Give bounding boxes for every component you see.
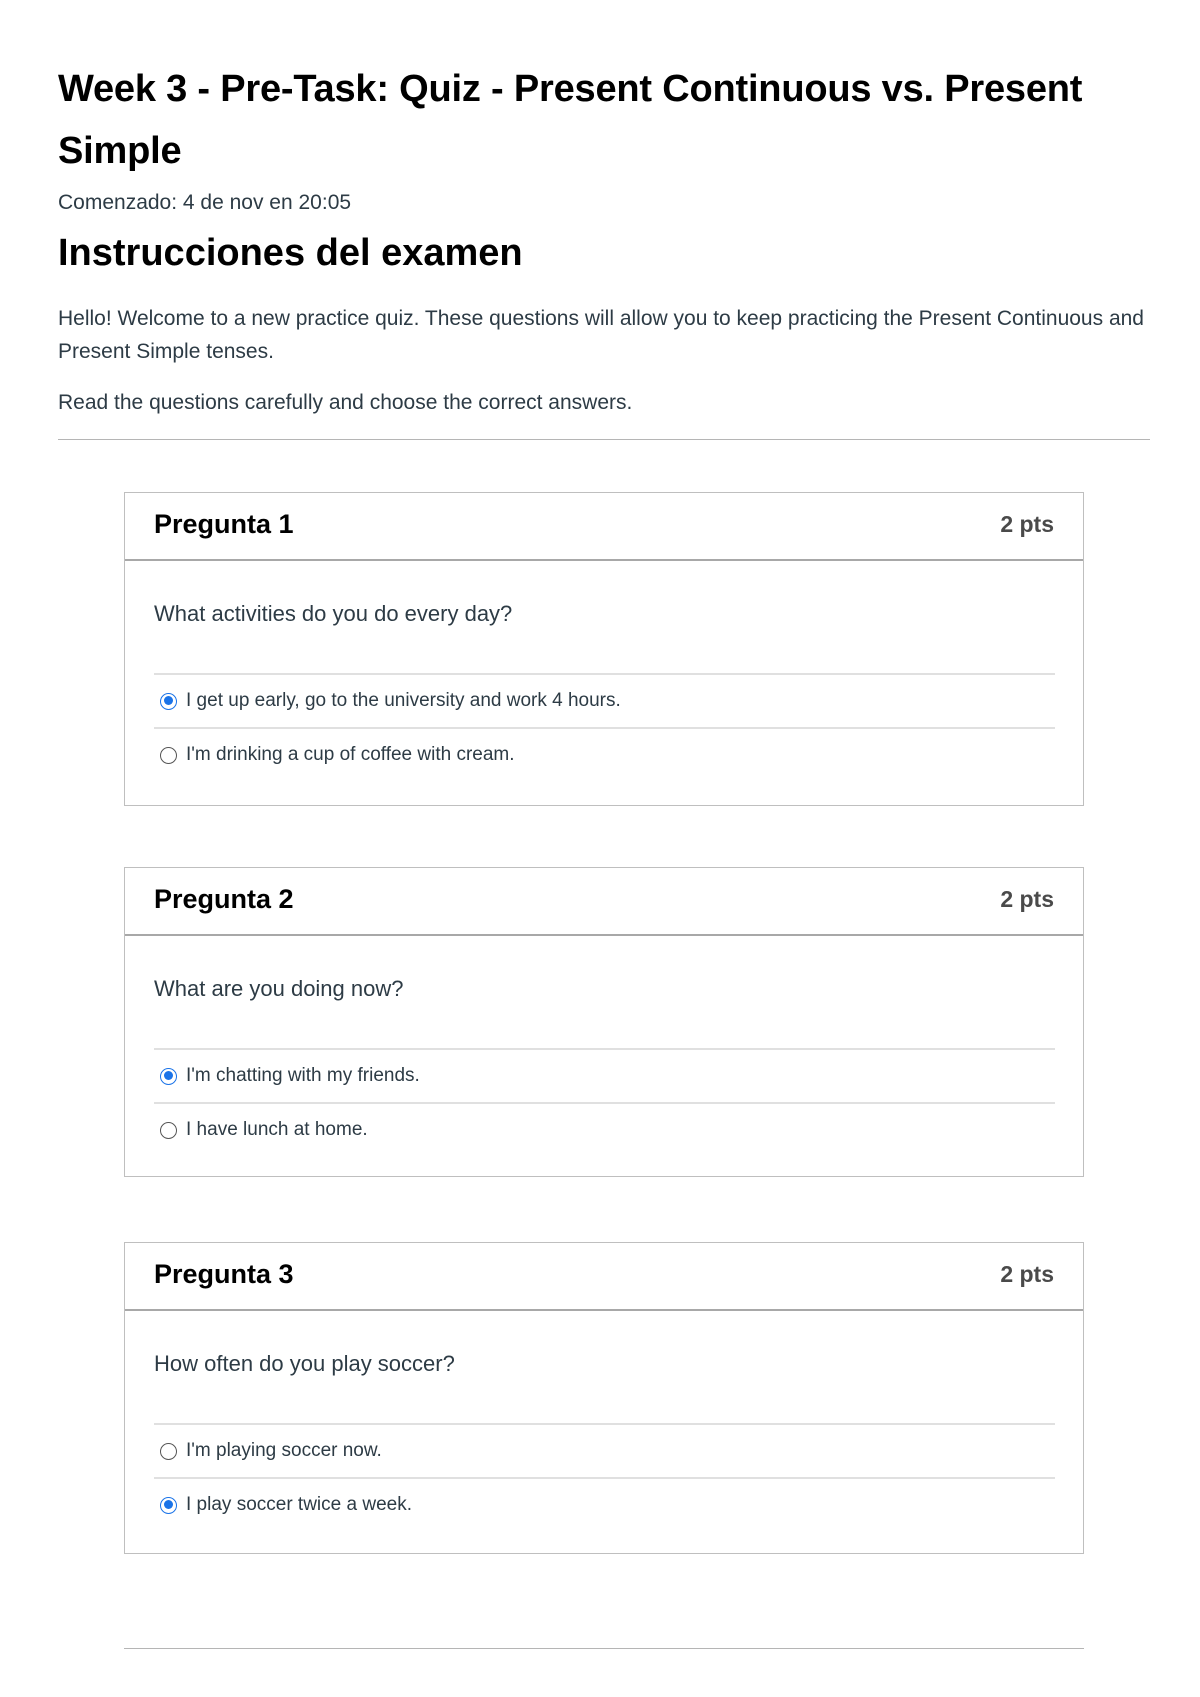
radio-button[interactable] [160,1122,177,1139]
answer-label[interactable]: I have lunch at home. [186,1119,368,1140]
question-text: How often do you play soccer? [154,1351,455,1376]
radio-button[interactable] [160,747,177,764]
answer-list [154,1423,1055,1553]
quiz-title: Week 3 - Pre-Task: Quiz - Present Continuous vs. Present Simple [58,68,1083,172]
answer-option[interactable] [154,729,1055,781]
started-timestamp: Comenzado: 4 de nov en 20:05 [58,191,352,214]
question-title: Pregunta 1 [154,509,294,539]
question-body [125,561,1083,805]
quiz-header [58,58,1150,440]
answer-option[interactable] [154,1479,1055,1531]
radio-button-selected[interactable] [160,1068,177,1085]
question-text: What activities do you do every day? [154,601,513,626]
instructions-paragraph-2: Read the questions carefully and choose the correct answers. [58,391,633,414]
radio-button-selected[interactable] [160,1497,177,1514]
question-text: What are you doing now? [154,976,404,1001]
answer-label[interactable]: I'm chatting with my friends. [186,1065,420,1086]
instructions-heading: Instrucciones del examen [58,232,523,274]
radio-button-selected[interactable] [160,693,177,710]
answer-label[interactable]: I'm drinking a cup of coffee with cream. [186,744,515,765]
answer-option[interactable] [154,1050,1055,1104]
answer-list [154,673,1055,805]
instructions-paragraph-1: Hello! Welcome to a new practice quiz. These questions will allow you to keep practicing the Present Continuous and Present Simple tenses. [58,307,1144,363]
question-points: 2 pts [1000,886,1054,912]
question-1 [124,492,1084,806]
question-header [125,1243,1083,1311]
question-body [125,936,1083,1176]
bottom-divider [124,1648,1084,1649]
question-points: 2 pts [1000,1261,1054,1287]
answer-list [154,1048,1055,1176]
radio-button[interactable] [160,1443,177,1460]
answer-option[interactable] [154,1104,1055,1156]
question-2 [124,867,1084,1177]
answer-label[interactable]: I play soccer twice a week. [186,1494,412,1515]
answer-option[interactable] [154,1425,1055,1479]
question-header [125,493,1083,561]
question-3 [124,1242,1084,1554]
instructions-divider [58,439,1150,440]
question-title: Pregunta 2 [154,884,294,914]
question-header [125,868,1083,936]
answer-label[interactable]: I get up early, go to the university and work 4 hours. [186,690,621,711]
answer-label[interactable]: I'm playing soccer now. [186,1440,382,1461]
question-points: 2 pts [1000,511,1054,537]
question-body [125,1311,1083,1553]
answer-option[interactable] [154,675,1055,729]
question-title: Pregunta 3 [154,1259,294,1289]
